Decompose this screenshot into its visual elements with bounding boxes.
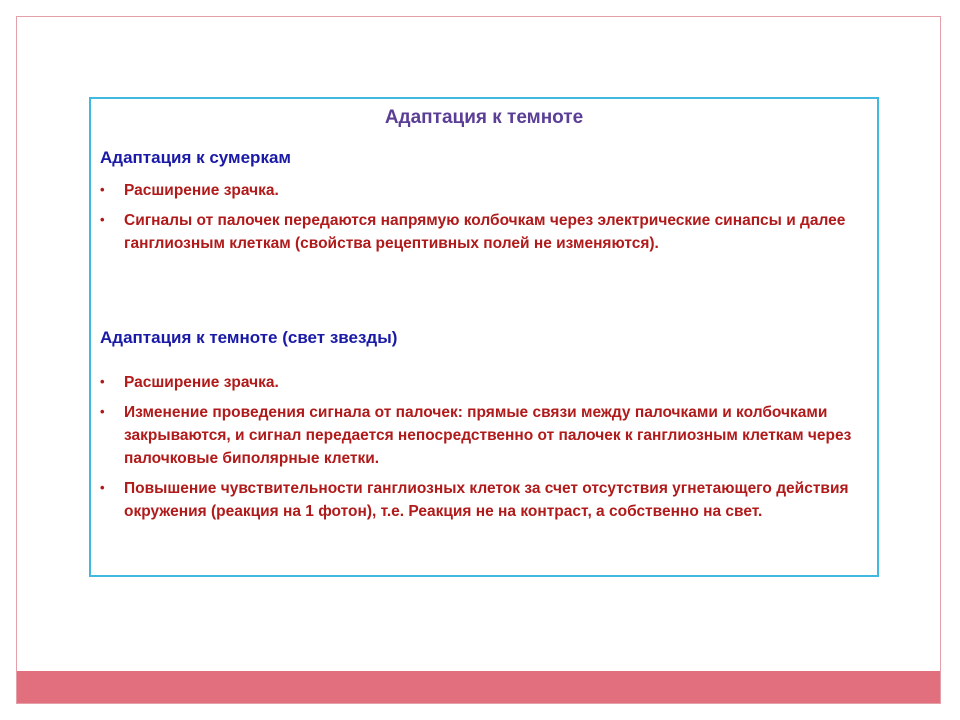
- bullet-item: [100, 401, 860, 470]
- bullet-item: [100, 477, 860, 523]
- bullet-dot: •: [100, 404, 105, 419]
- footer-band: [17, 671, 940, 703]
- bullet-text: Повышение чувствительности ганглиозных клеток за счет отсутствия угнетающего действия окружения (реакция на 1 фотон), т.е. Реакция не на контраст, а собственно на свет.: [124, 480, 849, 520]
- bullet-item: [100, 179, 860, 202]
- bullet-item: [100, 371, 860, 394]
- section-heading-twilight: Адаптация к сумеркам: [100, 148, 291, 167]
- section-heading-starlight: Адаптация к темноте (свет звезды): [100, 328, 398, 347]
- content-box: [89, 97, 879, 577]
- bullet-dot: •: [100, 182, 105, 197]
- bullet-text: Расширение зрачка.: [124, 374, 279, 391]
- bullet-text: Изменение проведения сигнала от палочек: прямые связи между палочками и колбочками закрываются, и сигнал передается непосредственно от палочек к ганглиозным клеткам через палочковые биполярные клетки.: [124, 404, 852, 467]
- bullet-text: Сигналы от палочек передаются напрямую колбочкам через электрические синапсы и далее ганглиозным клеткам (свойства рецептивных полей не изменяются).: [124, 212, 846, 252]
- bullet-dot: •: [100, 480, 105, 495]
- bullet-item: [100, 209, 860, 255]
- bullet-text: Расширение зрачка.: [124, 182, 279, 199]
- slide-title: Адаптация к темноте: [384, 107, 584, 128]
- bullet-dot: •: [100, 374, 105, 389]
- bullet-dot: •: [100, 212, 105, 227]
